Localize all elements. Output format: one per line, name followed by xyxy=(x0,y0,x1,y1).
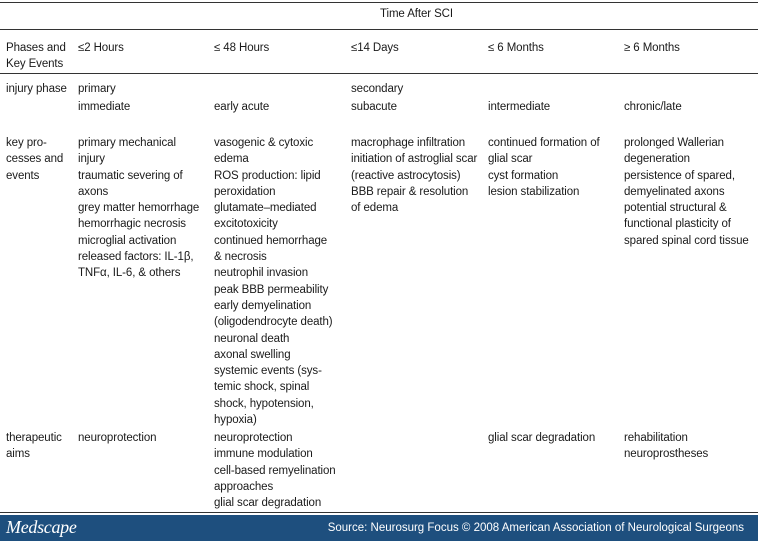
phase-top-secondary: secondary xyxy=(351,83,404,95)
cell-line: BBB repair & resolution xyxy=(351,185,469,198)
phase-cell: chronic/late xyxy=(624,101,682,113)
cell-line: neuronal death xyxy=(214,332,290,345)
row-label-therapeutic-aims xyxy=(6,430,62,463)
therapeutic-aims-cell xyxy=(78,430,156,446)
cell-line: hypoxia) xyxy=(214,414,257,427)
phase-cell: immediate xyxy=(78,101,131,113)
cell-line: glial scar degradation xyxy=(488,432,596,444)
cell-line: persistence of spared, xyxy=(624,169,735,182)
cell-line: (reactive astrocytosis) xyxy=(351,169,461,182)
cell-line: approaches xyxy=(214,480,274,493)
row-header-label-line: Key Events xyxy=(6,58,64,71)
cell-line: traumatic severing of xyxy=(78,169,183,182)
column-header-rule xyxy=(0,73,758,74)
column-header: ≤14 Days xyxy=(351,42,399,54)
cell-line: grey matter hemorrhage xyxy=(78,202,200,215)
key-processes-cell xyxy=(214,135,333,428)
cell-line: neuroprostheses xyxy=(624,448,709,461)
cell-line: rehabilitation xyxy=(624,432,688,444)
cell-line: cyst formation xyxy=(488,169,559,182)
cell-line: functional plasticity of xyxy=(624,218,731,231)
cell-line: initiation of astroglial scar xyxy=(351,153,478,166)
cell-line: neuroprotection xyxy=(214,432,293,444)
cell-line: spared spinal cord tissue xyxy=(624,234,749,247)
cell-line: TNFα, IL-6, & others xyxy=(78,267,181,280)
phase-cell: early acute xyxy=(214,101,270,113)
column-header: ≤ 48 Hours xyxy=(214,42,270,54)
cell-line: injury xyxy=(78,153,105,166)
cell-line: of edema xyxy=(351,202,399,215)
cell-line: vasogenic & cytoxic xyxy=(214,137,314,149)
therapeutic-aims-cell xyxy=(624,430,708,463)
column-header: ≤ 6 Months xyxy=(488,42,544,54)
phase-cell: intermediate xyxy=(488,101,551,113)
cell-line: excitotoxicity xyxy=(214,218,278,231)
cell-line: early demyelination xyxy=(214,299,312,312)
footer-bar xyxy=(0,515,758,541)
cell-line: potential structural & xyxy=(624,202,727,215)
cell-line: (oligodendrocyte death) xyxy=(214,316,333,329)
row-label-line: cesses and xyxy=(6,153,64,166)
row-header-label-line: Phases and xyxy=(6,42,66,54)
row-label-line: events xyxy=(6,169,40,182)
cell-line: axons xyxy=(78,185,109,198)
cell-line: primary mechanical xyxy=(78,137,176,149)
cell-line: immune modulation xyxy=(214,448,313,461)
cell-line: glial scar xyxy=(488,153,533,166)
table-bottom-rule xyxy=(0,512,758,513)
row-label-line: therapeutic xyxy=(6,432,62,444)
source-citation: Source: Neurosurg Focus © 2008 American Association of Neurological Surgeons xyxy=(327,522,744,534)
table-top-rule xyxy=(0,2,758,3)
cell-line: & necrosis xyxy=(214,251,267,264)
cell-line: systemic events (sys- xyxy=(214,365,322,378)
row-label-line: key pro- xyxy=(6,137,47,149)
key-processes-cell xyxy=(488,135,600,200)
cell-line: temic shock, spinal xyxy=(214,381,310,394)
cell-line: macrophage infiltration xyxy=(351,137,466,149)
group-header: Time After SCI xyxy=(380,8,453,20)
row-header-label xyxy=(6,40,66,73)
cell-line: continued hemorrhage xyxy=(214,234,328,247)
cell-line: peak BBB permeability xyxy=(214,283,329,296)
key-processes-cell xyxy=(351,135,477,216)
cell-line: released factors: IL-1β, xyxy=(78,251,194,264)
cell-line: demyelinated axons xyxy=(624,185,725,198)
cell-line: axonal swelling xyxy=(214,348,291,361)
cell-line: edema xyxy=(214,153,249,166)
cell-line: degeneration xyxy=(624,153,690,166)
therapeutic-aims-cell xyxy=(488,430,595,446)
row-label-injury-phase xyxy=(6,81,67,97)
column-header: ≤2 Hours xyxy=(78,42,124,54)
cell-line: continued formation of xyxy=(488,137,600,149)
cell-line: glial scar degradation xyxy=(214,497,322,510)
cell-line: microglial activation xyxy=(78,234,177,247)
cell-line: shock, hypotension, xyxy=(214,397,314,410)
column-header: ≥ 6 Months xyxy=(624,42,680,54)
cell-line: neuroprotection xyxy=(78,432,157,444)
row-label-line: injury phase xyxy=(6,83,67,95)
phase-top-primary: primary xyxy=(78,83,116,95)
cell-line: glutamate–mediated xyxy=(214,202,317,215)
cell-line: ROS production: lipid xyxy=(214,169,321,182)
group-header-rule xyxy=(0,29,758,30)
cell-line: neutrophil invasion xyxy=(214,267,308,280)
therapeutic-aims-cell xyxy=(214,430,336,511)
key-processes-cell xyxy=(78,135,199,282)
cell-line: lesion stabilization xyxy=(488,185,580,198)
cell-line: peroxidation xyxy=(214,185,276,198)
row-label-key-processes xyxy=(6,135,63,184)
cell-line: cell-based remyelination xyxy=(214,464,336,477)
medscape-logo: Medscape xyxy=(6,517,77,537)
row-label-line: aims xyxy=(6,448,30,461)
cell-line: hemorrhagic necrosis xyxy=(78,218,186,231)
phase-cell: subacute xyxy=(351,101,397,113)
cell-line: prolonged Wallerian xyxy=(624,137,724,149)
key-processes-cell xyxy=(624,135,749,249)
